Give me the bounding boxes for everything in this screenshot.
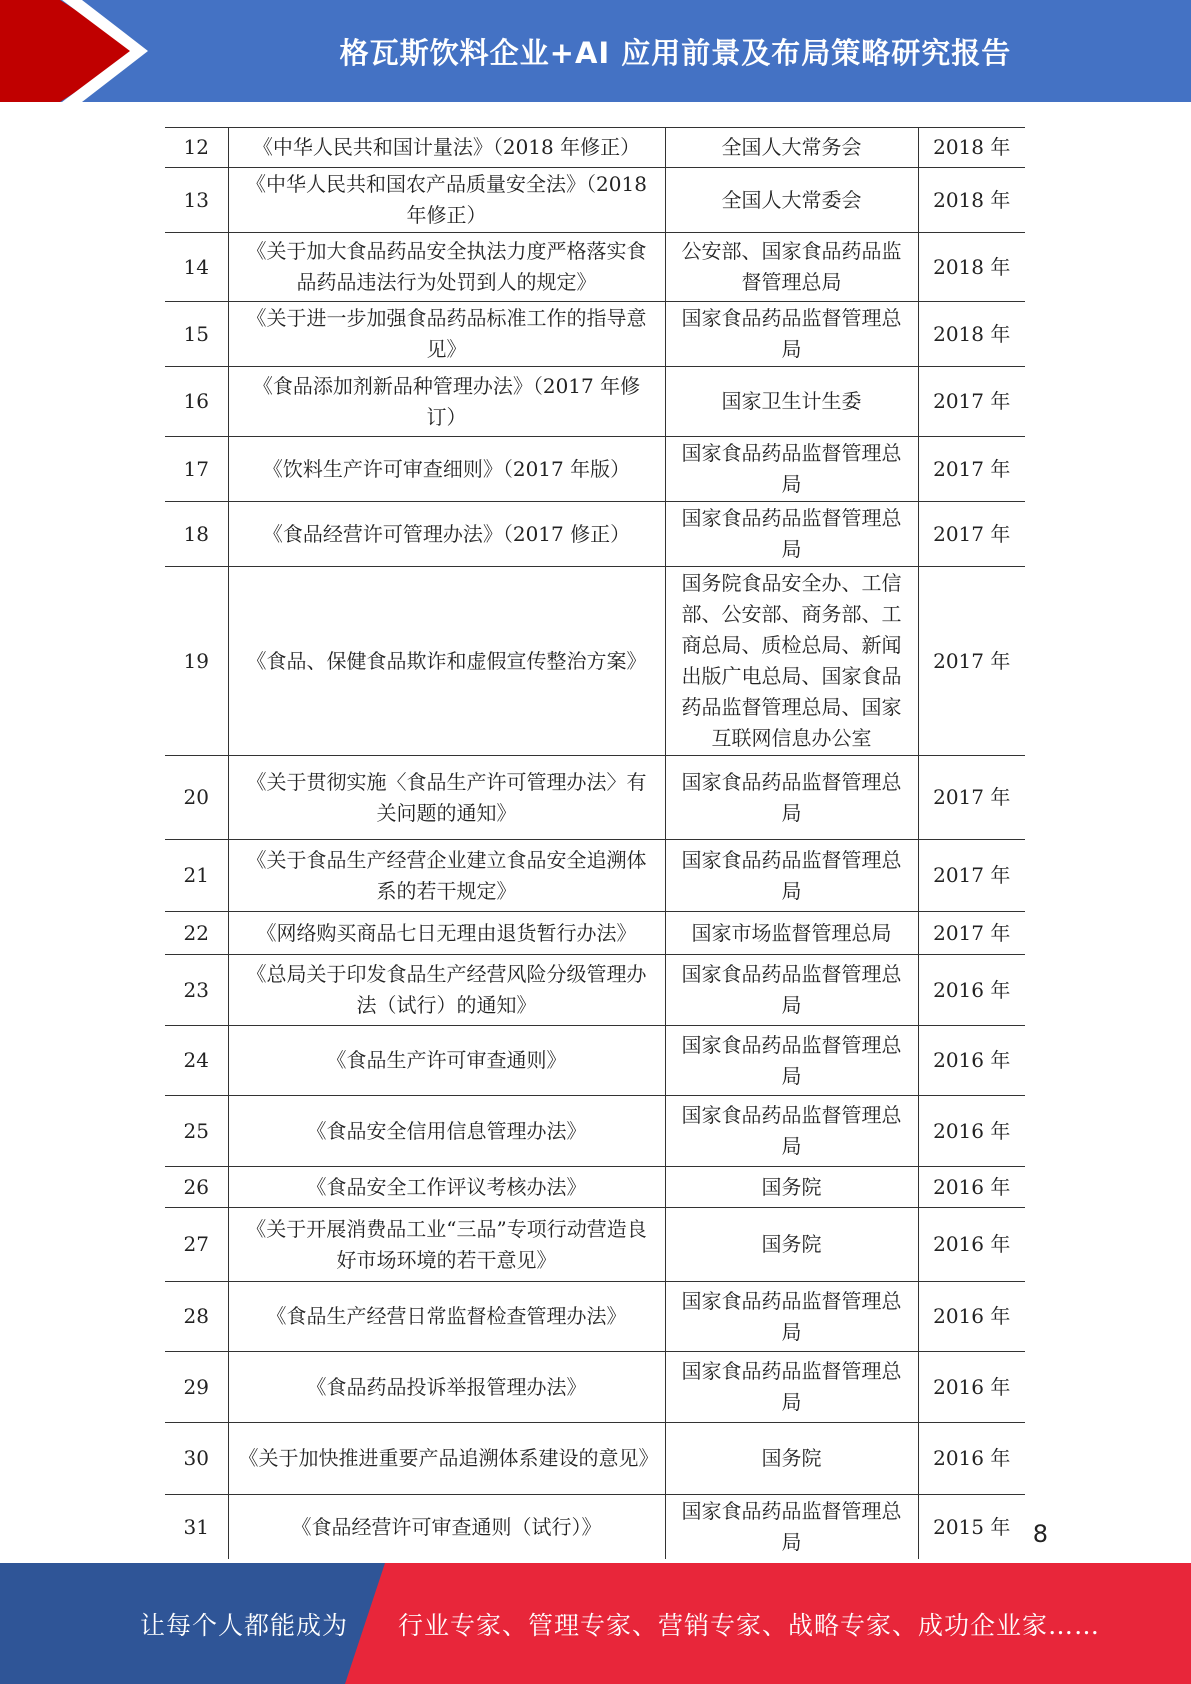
row-number: 21 [165,840,228,912]
table-row [165,1495,1025,1560]
issue-year: 2018 年 [918,233,1025,302]
footer-slogan-left: 让每个人都能成为 [140,1610,349,1640]
issuing-authority: 国家市场监督管理总局 [665,912,918,955]
row-number: 30 [165,1423,228,1495]
regulation-name: 《关于食品生产经营企业建立食品安全追溯体系的若干规定》 [228,840,665,912]
row-number: 12 [165,128,228,168]
row-number: 27 [165,1208,228,1282]
table-row [165,840,1025,912]
table-row [165,437,1025,502]
issuing-authority: 全国人大常务会 [665,128,918,168]
regulation-name: 《食品药品投诉举报管理办法》 [228,1352,665,1423]
issue-year: 2017 年 [918,567,1025,756]
row-number: 31 [165,1495,228,1560]
table-row [165,567,1025,756]
row-number: 20 [165,756,228,840]
row-number: 28 [165,1282,228,1352]
regulation-name: 《总局关于印发食品生产经营风险分级管理办法（试行）的通知》 [228,955,665,1026]
row-number: 24 [165,1026,228,1096]
regulation-name: 《关于贯彻实施〈食品生产许可管理办法〉有关问题的通知》 [228,756,665,840]
issue-year: 2015 年 [918,1495,1025,1560]
row-number: 15 [165,302,228,367]
row-number: 23 [165,955,228,1026]
table-row [165,128,1025,168]
regulation-name: 《食品经营许可审查通则（试行）》 [228,1495,665,1560]
table-row [165,502,1025,567]
issuing-authority: 国家食品药品监督管理总局 [665,502,918,567]
regulation-name: 《网络购买商品七日无理由退货暂行办法》 [228,912,665,955]
issuing-authority: 国务院 [665,1208,918,1282]
header-banner [0,0,1191,110]
issue-year: 2018 年 [918,168,1025,233]
issuing-authority: 公安部、国家食品药品监督管理总局 [665,233,918,302]
regulation-name: 《食品生产经营日常监督检查管理办法》 [228,1282,665,1352]
issue-year: 2016 年 [918,1167,1025,1208]
issuing-authority: 国务院 [665,1167,918,1208]
issuing-authority: 国务院食品安全办、工信部、公安部、商务部、工商总局、质检总局、新闻出版广电总局、国家食品药品监督管理总局、国家互联网信息办公室 [665,567,918,756]
issuing-authority: 国家食品药品监督管理总局 [665,840,918,912]
table-row [165,1282,1025,1352]
regulation-name: 《关于开展消费品工业“三品”专项行动营造良好市场环境的若干意见》 [228,1208,665,1282]
issuing-authority: 国家食品药品监督管理总局 [665,1495,918,1560]
issuing-authority: 国务院 [665,1423,918,1495]
regulation-name: 《食品、保健食品欺诈和虚假宣传整治方案》 [228,567,665,756]
issue-year: 2017 年 [918,912,1025,955]
issue-year: 2017 年 [918,756,1025,840]
issue-year: 2016 年 [918,1096,1025,1167]
row-number: 29 [165,1352,228,1423]
table-row [165,1026,1025,1096]
row-number: 14 [165,233,228,302]
table-row [165,1096,1025,1167]
issuing-authority: 国家食品药品监督管理总局 [665,302,918,367]
table-row [165,367,1025,437]
row-number: 18 [165,502,228,567]
issue-year: 2016 年 [918,1423,1025,1495]
table-row [165,1208,1025,1282]
table-row [165,302,1025,367]
row-number: 13 [165,168,228,233]
issue-year: 2017 年 [918,367,1025,437]
regulation-name: 《关于进一步加强食品药品标准工作的指导意见》 [228,302,665,367]
issuing-authority: 国家食品药品监督管理总局 [665,955,918,1026]
page-number: 8 [1032,1520,1048,1548]
regulation-name: 《饮料生产许可审查细则》（2017 年版） [228,437,665,502]
regulation-name: 《中华人民共和国农产品质量安全法》（2018 年修正） [228,168,665,233]
row-number: 19 [165,567,228,756]
issuing-authority: 国家食品药品监督管理总局 [665,756,918,840]
table-row [165,168,1025,233]
table-row [165,1423,1025,1495]
issuing-authority: 国家食品药品监督管理总局 [665,1352,918,1423]
issue-year: 2016 年 [918,1352,1025,1423]
row-number: 16 [165,367,228,437]
table-row [165,912,1025,955]
row-number: 25 [165,1096,228,1167]
regulation-name: 《中华人民共和国计量法》（2018 年修正） [228,128,665,168]
table-row [165,1167,1025,1208]
row-number: 22 [165,912,228,955]
regulation-name: 《关于加大食品药品安全执法力度严格落实食品药品违法行为处罚到人的规定》 [228,233,665,302]
regulation-name: 《食品安全信用信息管理办法》 [228,1096,665,1167]
regulation-name: 《食品生产许可审查通则》 [228,1026,665,1096]
issue-year: 2017 年 [918,840,1025,912]
regulation-name: 《食品添加剂新品种管理办法》（2017 年修订） [228,367,665,437]
issue-year: 2017 年 [918,502,1025,567]
row-number: 26 [165,1167,228,1208]
issuing-authority: 国家食品药品监督管理总局 [665,1282,918,1352]
table-row [165,756,1025,840]
issue-year: 2016 年 [918,1282,1025,1352]
issuing-authority: 国家卫生计生委 [665,367,918,437]
regulation-name: 《关于加快推进重要产品追溯体系建设的意见》 [228,1423,665,1495]
issue-year: 2018 年 [918,302,1025,367]
issuing-authority: 国家食品药品监督管理总局 [665,1096,918,1167]
issuing-authority: 全国人大常委会 [665,168,918,233]
footer-slogan-right: 行业专家、管理专家、营销专家、战略专家、成功企业家…… [398,1610,1101,1640]
table-row [165,233,1025,302]
issuing-authority: 国家食品药品监督管理总局 [665,1026,918,1096]
table-row [165,955,1025,1026]
row-number: 17 [165,437,228,502]
issue-year: 2016 年 [918,1208,1025,1282]
regulation-name: 《食品经营许可管理办法》（2017 修正） [228,502,665,567]
issue-year: 2016 年 [918,955,1025,1026]
regulation-name: 《食品安全工作评议考核办法》 [228,1167,665,1208]
issue-year: 2017 年 [918,437,1025,502]
table-row [165,1352,1025,1423]
regulations-table [165,127,1025,1559]
report-title: 格瓦斯饮料企业+AI 应用前景及布局策略研究报告 [339,35,1012,70]
issue-year: 2016 年 [918,1026,1025,1096]
footer-banner [0,1563,1191,1684]
issue-year: 2018 年 [918,128,1025,168]
issuing-authority: 国家食品药品监督管理总局 [665,437,918,502]
